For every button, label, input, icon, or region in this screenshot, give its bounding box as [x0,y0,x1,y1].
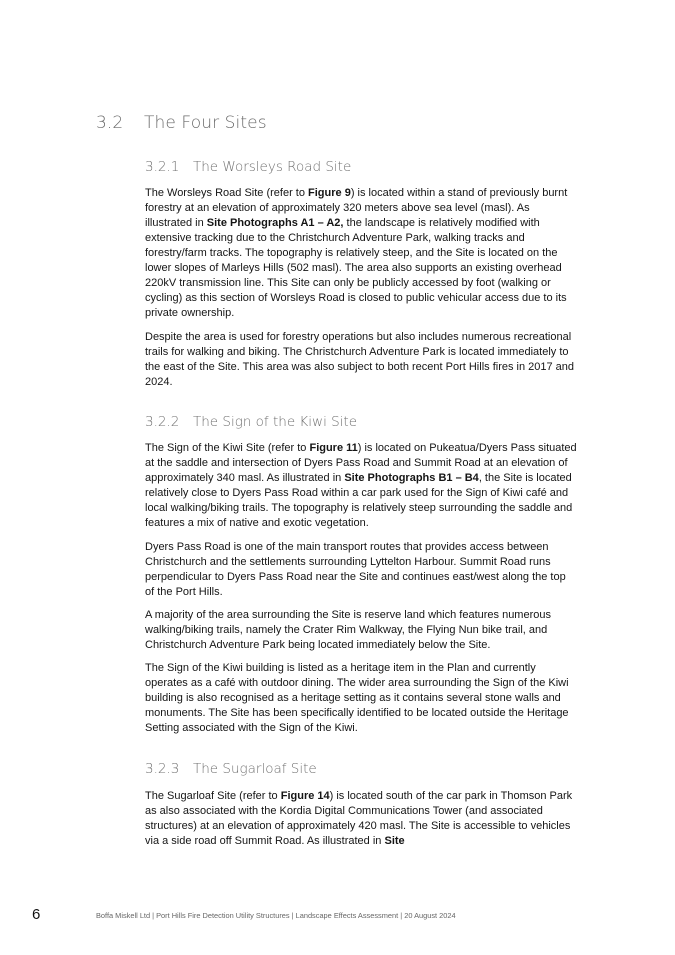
paragraph [145,441,577,531]
text-run: ) is located south of the car park in Thomson Park as also associated with the Kordia Digital Communications Tower (and associated structures) at an elevation of approximately 420 masl. The Site is accessible to vehicles via a side road off Summit Road. As illustrated in [145,790,573,847]
paragraph [145,540,577,600]
text-run: the landscape is relatively modified with extensive tracking due to the Christchurch Adventure Park, walking tracks and forestry/farm tracks. The topography is relatively steep, and the Site is located on the lower slopes of Marleys Hills (502 masl). The area also supports an existing overhead 220kV transmission line. This Site can only be publicly accessed by foot (walking or cycling) as this section of Worsleys Road is closed to public vehicular access due to its private ownership. [145,217,567,319]
bold-text-run: Site Photographs A1 – A2, [206,217,344,229]
text-run: ) is located within a stand of previously burnt forestry at an elevation of approximately 320 meters above sea level (masl). As illustrated in [145,187,568,229]
paragraph [145,608,577,653]
text-run: The Sign of the Kiwi Site (refer to [145,442,310,454]
text-run: Dyers Pass Road is one of the main transport routes that provides access between Christchurch and the settlements surrounding Lyttelton Harbour. Summit Road runs perpendicular to Dyers Pass Road near the Site and continues east/west along the top of the Port Hills. [145,541,566,598]
subsection-heading-worsleys [145,159,351,175]
bold-text-run: Figure 14 [280,790,330,802]
section-number: 3.2 [96,113,124,133]
text-run: , the Site is located relatively close to Dyers Pass Road within a car park used for the Sign of Kiwi café and local walking/biking trails. The topography is relatively steep surrounding the saddle and features a mix of native and exotic vegetation. [145,472,573,529]
text-run: Despite the area is used for forestry operations but also includes numerous recreational trails for walking and biking. The Christchurch Adventure Park is located immediately to the east of the Site. This area was also subject to both recent Port Hills fires in 2017 and 2024. [145,331,575,388]
subsection-number: 3.2.3 [145,761,180,777]
text-run: The Worsleys Road Site (refer to [145,187,309,199]
bold-text-run: Site [384,835,405,847]
text-run: ) is located on Pukeatua/Dyers Pass situated at the saddle and intersection of Dyers Pass Road and Summit Road at an elevation of approximately 340 masl. As illustrated in [145,442,577,484]
bold-text-run: Figure 9 [308,187,351,199]
footer-text: Boffa Miskell Ltd | Port Hills Fire Detection Utility Structures | Landscape Effects Assessment | 20 August 2024 [96,911,456,920]
page-number: 6 [32,906,41,923]
bold-text-run: Site Photographs B1 – B4 [344,472,479,484]
text-run: A majority of the area surrounding the Site is reserve land which features numerous walking/biking trails, namely the Crater Rim Walkway, the Flying Nun bike trail, and Christchurch Adventure Park being located immediately below the Site. [145,609,551,651]
subsection-heading-sugarloaf [145,761,317,777]
subsection-number: 3.2.2 [145,414,180,430]
bold-text-run: Figure 11 [309,442,358,454]
text-run: The Sign of the Kiwi building is listed as a heritage item in the Plan and currently operates as a café with outdoor dining. The wider area surrounding the Sign of the Kiwi building is also recognised as a heritage setting as it contains several stone walls and monuments. The Site has been specifically identified to be located outside the Heritage Setting associated with the Sign of the Kiwi. [145,662,569,734]
subsection-number: 3.2.1 [145,159,180,175]
paragraph [145,789,577,849]
paragraph [145,186,577,321]
section-heading [96,113,267,133]
text-run: The Sugarloaf Site (refer to [145,790,281,802]
subsection-title: The Sugarloaf Site [193,761,317,777]
subsection-heading-sign-of-kiwi [145,414,357,430]
subsection-title: The Sign of the Kiwi Site [193,414,358,430]
paragraph [145,330,577,390]
paragraph [145,661,577,736]
section-title: The Four Sites [144,113,267,133]
subsection-title: The Worsleys Road Site [193,159,352,175]
